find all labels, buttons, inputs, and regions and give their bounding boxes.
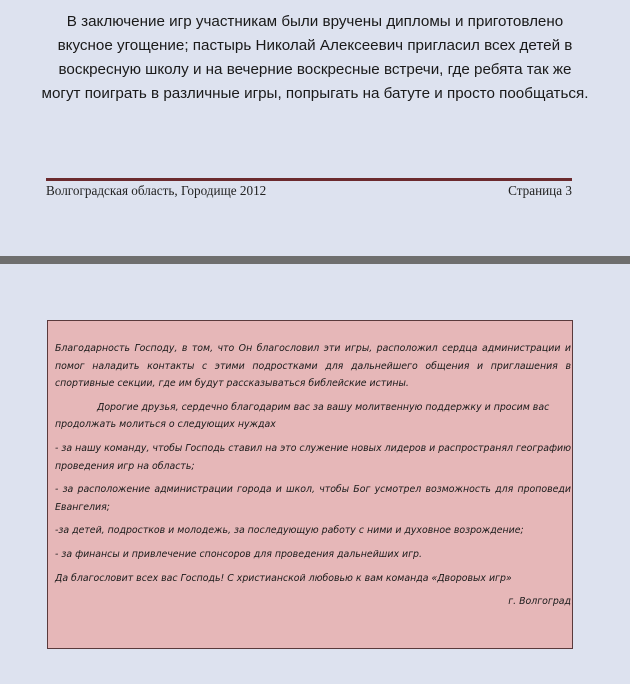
note-item-youth: -за детей, подростков и молодежь, за последующую работу с ними и духовное возрождение; [55,525,524,537]
intro-paragraph: В заключение игр участникам были вручены дипломы и приготовлено вкусное угощение; пастырь Николай Алексеевич пригласил всех детей в воскресную школу и на вечерние воскресные встречи, где ребята так же могут поиграть в различные игры, попрыгать на батуте и просто пообщаться. [41,13,589,102]
note-paragraph-appeal: Дорогие друзья, сердечно благодарим вас за вашу молитвенную поддержку и просим вас продолжать молиться о следующих нуждах [55,401,550,431]
page-break-bar [0,256,630,264]
note-item-administration: - за расположение администрации города и школ, чтобы Бог усмотрел возможность для проповеди Евангелия; [55,484,571,513]
note-signature: г. Волгоград [508,596,571,608]
footer-divider [46,178,572,181]
note-blessing: Да благословит всех вас Господь! С христианской любовью к вам команда «Дворовых игр» [55,572,512,584]
thanks-note-box [47,320,573,649]
note-paragraph-thanks: Благодарность Господу, в том, что Он благословил эти игры, расположил сердца администрации и помог наладить контакты с этими подростками для дальнейшего общения и приглашения в спортивные секции, где им будут рассказываться библейские истины. [55,343,571,390]
footer-page-number: Страница 3 [508,183,572,198]
note-item-finance: - за финансы и привлечение спонсоров для проведения дальнейших игр. [55,548,422,560]
note-item-team: - за нашу команду, чтобы Господь ставил на это служение новых лидеров и распространял географию проведения игр на область; [55,442,571,472]
footer-location: Волгоградская область, Городище 2012 [46,183,267,198]
